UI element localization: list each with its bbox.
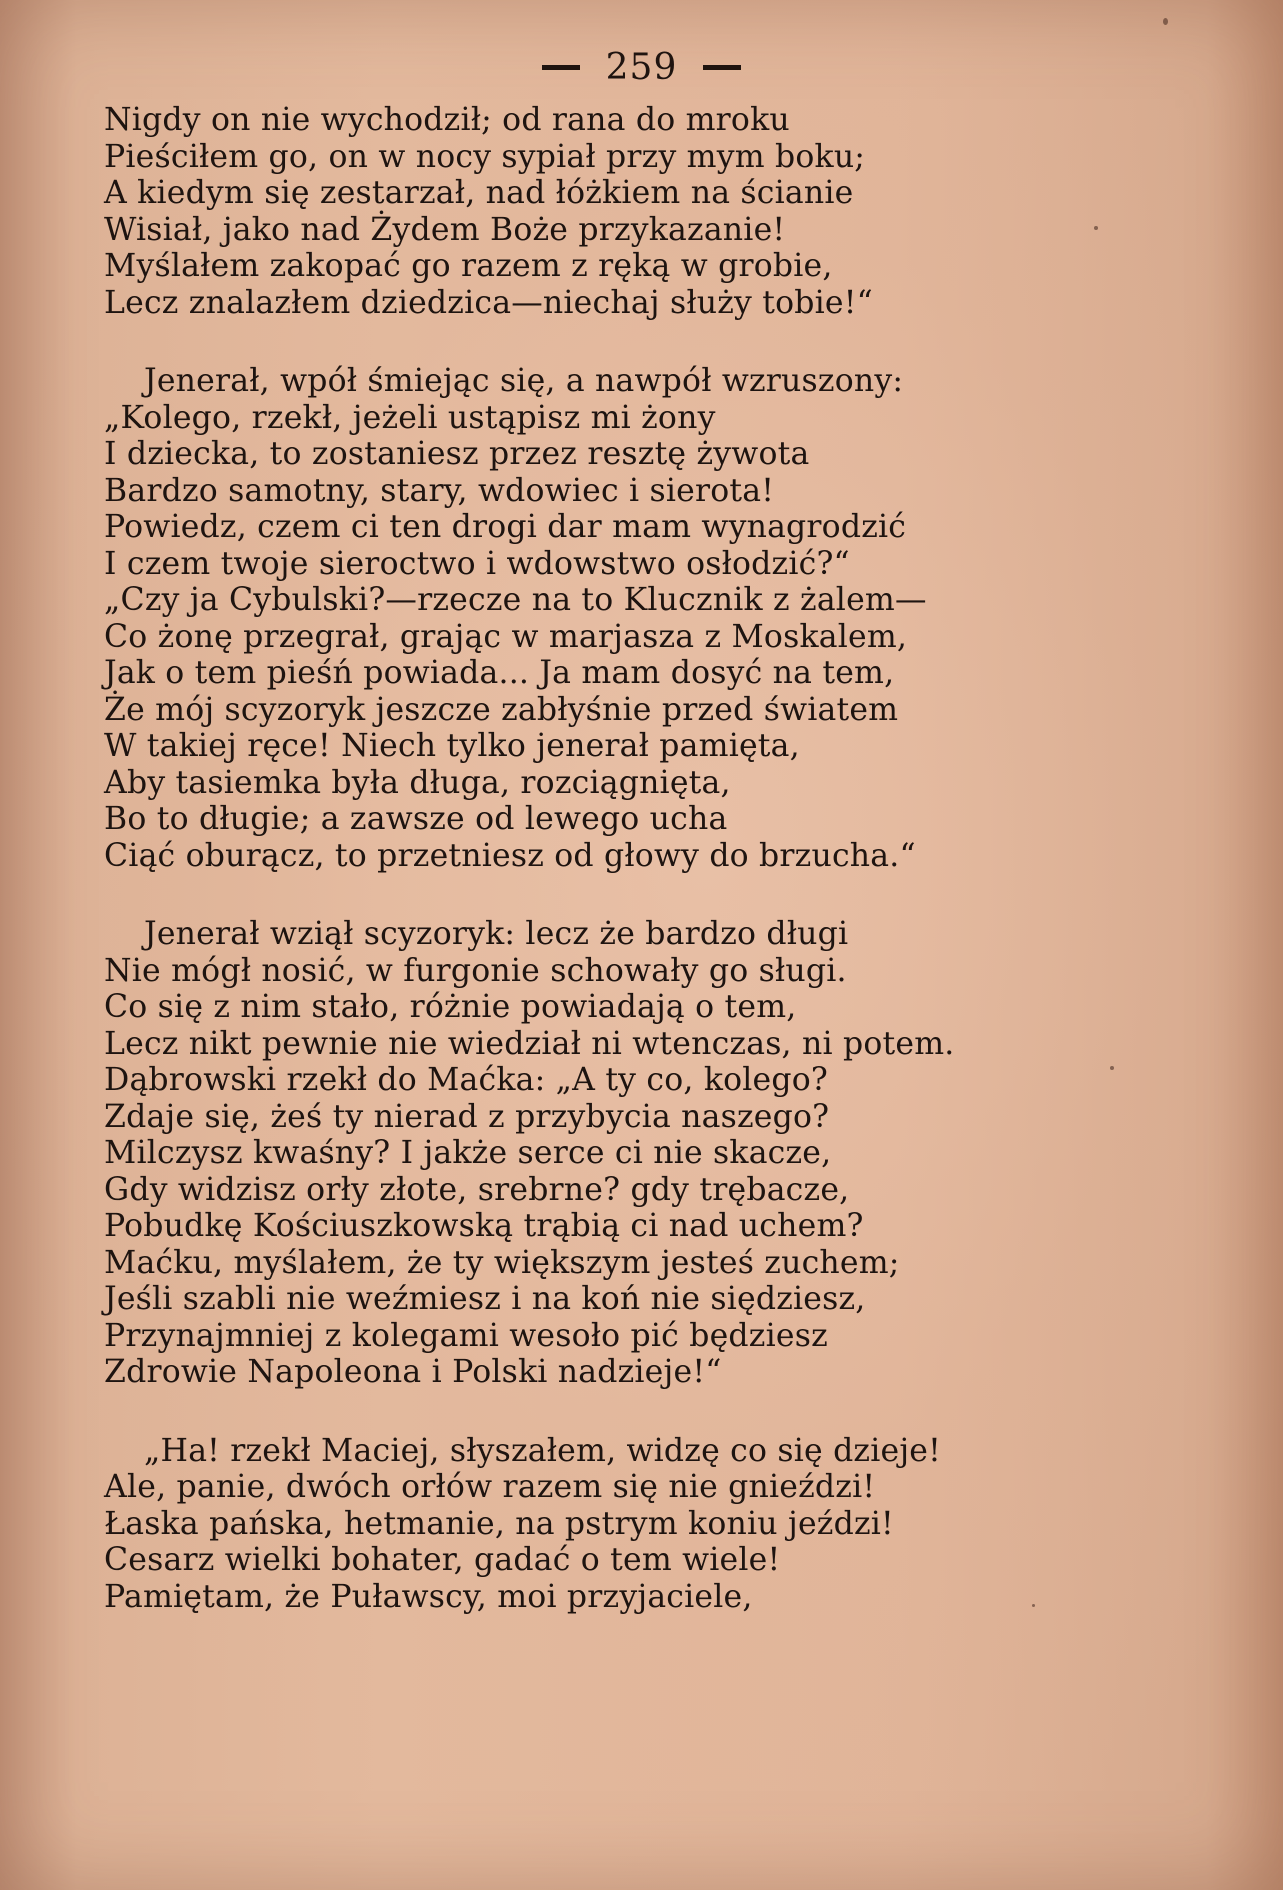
verse-line: Co się z nim stało, różnie powiadają o tem,	[104, 989, 797, 1025]
verse-line: Ciąć oburącz, to przetniesz od głowy do brzucha.“	[104, 837, 916, 874]
verse-line: Jenerał, wpół śmiejąc się, a nawpół wzruszony:	[144, 363, 904, 399]
verse-line: „Czy ja Cybulski?—rzecze na to Klucznik z żalem—	[104, 582, 927, 618]
page-number: 259	[605, 46, 678, 88]
header-dash-right	[703, 65, 741, 70]
verse-line: Milczysz kwaśny? I jakże serce ci nie skacze,	[104, 1135, 832, 1171]
verse-line: Jenerał wziął scyzoryk: lecz że bardzo długi	[144, 916, 849, 952]
paper-speck	[1032, 1604, 1035, 1607]
verse-line: Maćku, myślałem, że ty większym jesteś zuchem;	[104, 1244, 900, 1281]
verse-line: W takiej ręce! Niech tylko jenerał pamięta,	[104, 728, 800, 764]
verse-line: Bo to długie; a zawsze od lewego ucha	[104, 801, 728, 837]
stanza	[104, 102, 1264, 321]
verse-line: Wisiał, jako nad Żydem Boże przykazanie!	[104, 211, 786, 248]
paper-speck	[1163, 18, 1168, 25]
stanza-gap	[104, 1391, 1264, 1433]
verse-line: Aby tasiemka była długa, rozciągnięta,	[104, 764, 731, 801]
verse-line: „Ha! rzekł Maciej, słyszałem, widzę co się dzieje!	[144, 1432, 942, 1469]
verse-line: Lecz znalazłem dziedzica—niechaj służy tobie!“	[104, 284, 873, 321]
verse-line: „Kolego, rzekł, jeżeli ustąpisz mi żony	[104, 399, 716, 436]
verse-line: I czem twoje sieroctwo i wdowstwo osłodzić?“	[104, 545, 850, 582]
poem-text	[104, 102, 1264, 1615]
verse-line: Ale, panie, dwóch orłów razem się nie gnieździ!	[104, 1469, 876, 1505]
verse-line: Pamiętam, że Puławscy, moi przyjaciele,	[104, 1578, 753, 1615]
verse-line: Cesarz wielki bohater, gadać o tem wiele!	[104, 1542, 781, 1578]
paper-speck	[1110, 1066, 1114, 1070]
verse-line: Zdrowie Napoleona i Polski nadzieje!“	[104, 1354, 722, 1390]
verse-line: Zdaje się, żeś ty nierad z przybycia naszego?	[104, 1098, 830, 1135]
verse-line: Pobudkę Kościuszkowską trąbią ci nad uchem?	[104, 1208, 864, 1244]
verse-line: A kiedym się zestarzał, nad łóżkiem na ścianie	[104, 175, 854, 211]
verse-line: Dąbrowski rzekł do Maćka: „A ty co, kolego?	[104, 1062, 829, 1098]
stanza-gap	[104, 874, 1264, 916]
verse-line: Łaska pańska, hetmanie, na pstrym koniu jeździ!	[104, 1505, 894, 1542]
verse-line: Bardzo samotny, stary, wdowiec i sierota!	[104, 472, 775, 509]
verse-line: Powiedz, czem ci ten drogi dar mam wynagrodzić	[104, 509, 907, 545]
header-dash-left	[542, 65, 580, 70]
stanza	[104, 916, 1264, 1391]
verse-line: Jak o tem pieśń powiada... Ja mam dosyć na tem,	[104, 655, 895, 691]
verse-line: Że mój scyzoryk jeszcze zabłyśnie przed światem	[104, 691, 899, 728]
verse-line: Nie mógł nosić, w furgonie schowały go sługi.	[104, 952, 847, 989]
paper-speck	[1094, 226, 1098, 230]
stanza	[104, 1433, 1264, 1616]
stanza-gap	[104, 321, 1264, 363]
verse-line: Lecz nikt pewnie nie wiedział ni wtenczas, ni potem.	[104, 1025, 955, 1062]
verse-line: Co żonę przegrał, grając w marjasza z Moskalem,	[104, 618, 908, 655]
verse-line: Pieściłem go, on w nocy sypiał przy mym boku;	[104, 138, 866, 175]
verse-line: Myślałem zakopać go razem z ręką w grobie,	[104, 248, 833, 284]
stanza	[104, 363, 1264, 874]
verse-line: Gdy widzisz orły złote, srebrne? gdy trębacze,	[104, 1171, 850, 1208]
verse-line: Nigdy on nie wychodził; od rana do mroku	[104, 102, 790, 138]
page-header	[0, 44, 1283, 88]
verse-line: Przynajmniej z kolegami wesoło pić będziesz	[104, 1317, 828, 1354]
verse-line: Jeśli szabli nie weźmiesz i na koń nie siędziesz,	[104, 1281, 866, 1317]
verse-line: I dziecka, to zostaniesz przez resztę żywota	[104, 436, 810, 472]
